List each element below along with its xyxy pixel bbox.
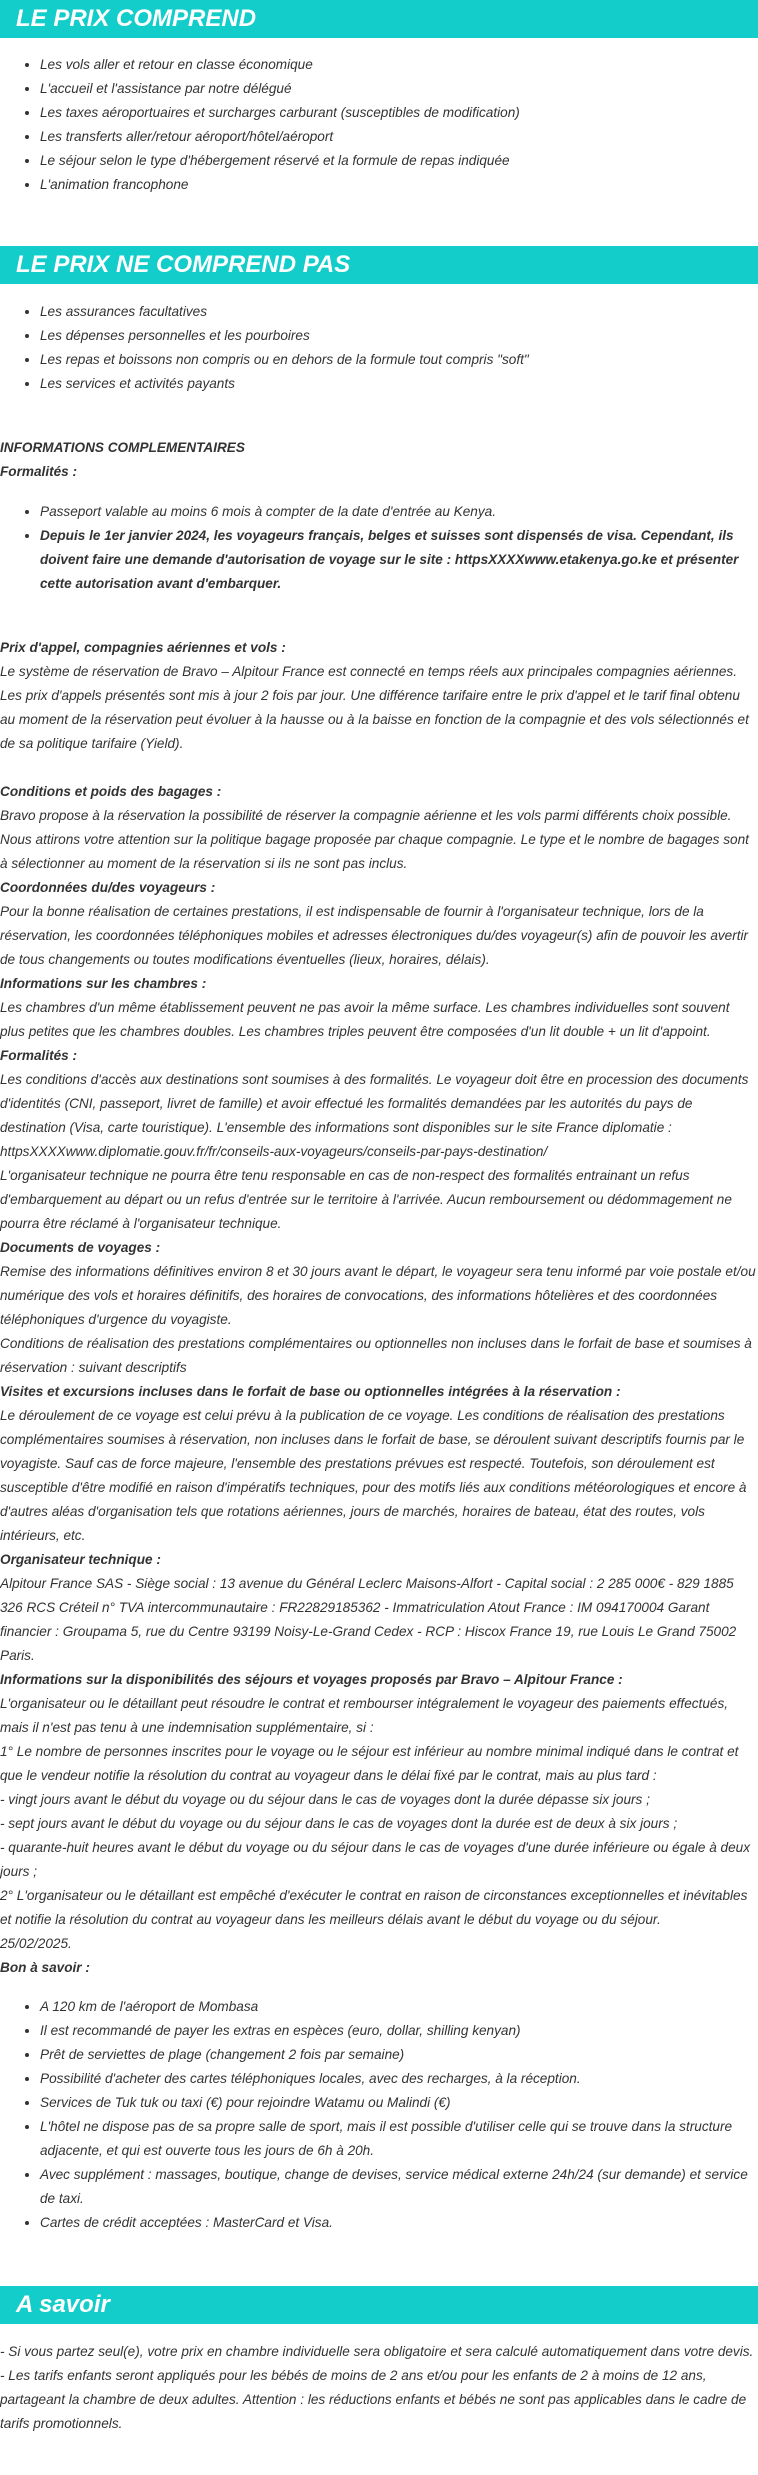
dispo-line: - sept jours avant le début du voyage ou du séjour dans le cas de voyages dont la durée est de deux à six jours ; bbox=[0, 1816, 678, 1831]
includes-list bbox=[0, 53, 758, 197]
coord-label: Coordonnées du/des voyageurs : bbox=[0, 880, 216, 895]
coord-text: Pour la bonne réalisation de certaines prestations, il est indispensable de fournir à l'organisateur technique, lors de la réservation, les coordonnées téléphoniques mobiles et adresses électroniques du/des voyageur(s) afin de pouvoir les avertir de tous changements ou toutes modifications éventuelles (lieux, horaires, délais). bbox=[0, 904, 749, 967]
list-item: • L'accueil et l'assistance par notre délégué bbox=[40, 77, 758, 101]
chambres-label: Informations sur les chambres : bbox=[0, 976, 207, 991]
asavoir-body bbox=[0, 2340, 758, 2436]
list-item: • Les dépenses personnelles et les pourboires bbox=[40, 324, 758, 348]
list-item: • L'hôtel ne dispose pas de sa propre salle de sport, mais il est possible d'utiliser celle qui se trouve dans la structure adjacente, et qui est ouverte tous les jours de 6h à 20h. bbox=[40, 2115, 758, 2163]
list-item: • Les services et activités payants bbox=[40, 372, 758, 396]
conditions-text: Conditions de réalisation des prestations complémentaires ou optionnelles non incluses dans le forfait de base et soumises à réservation : suivant descriptifs bbox=[0, 1336, 752, 1375]
visites-label: Visites et excursions incluses dans le forfait de base ou optionnelles intégrées à la réservation : bbox=[0, 1384, 621, 1399]
organisateur-text: Alpitour France SAS - Siège social : 13 avenue du Général Leclerc Maisons-Alfort - Capital social : 2 285 000€ - 829 1885 326 RCS Créteil n° TVA intercommunautaire : FR22829185362 - Immatriculation Atout France : IM 094170004 Garant financier : Groupama 5, rue du Centre 93199 Noisy-Le-Grand Cedex - RCP : Hiscox France 19, rue Louis Le Grand 75002 Paris. bbox=[0, 1576, 737, 1663]
documents-label: Documents de voyages : bbox=[0, 1240, 161, 1255]
formalites-label: Formalités : bbox=[0, 464, 78, 479]
section-header-excludes: LE PRIX NE COMPREND PAS bbox=[0, 246, 758, 284]
list-item: • Il est recommandé de payer les extras en espèces (euro, dollar, shilling kenyan) bbox=[40, 2019, 758, 2043]
list-item: • Les repas et boissons non compris ou en dehors de la formule tout compris "soft" bbox=[40, 348, 758, 372]
chambres-text: Les chambres d'un même établissement peuvent ne pas avoir la même surface. Les chambres individuelles sont souvent plus petites que les chambres doubles. Les chambres triples peuvent être composées d'un lit double + un lit d'appoint. bbox=[0, 1000, 730, 1039]
dispo-line: 2° L'organisateur ou le détaillant est empêché d'exécuter le contrat en raison de circonstances exceptionnelles et inévitables et notifie la résolution du contrat au voyageur dans les meilleurs délais avant le début du voyage ou du séjour. bbox=[0, 1888, 748, 1927]
dispo-line: 25/02/2025. bbox=[0, 1936, 72, 1951]
info-heading-block bbox=[0, 436, 758, 484]
asavoir-line: - Les tarifs enfants seront appliqués pour les bébés de moins de 2 ans et/ou pour les enfants de 2 à moins de 12 ans, partageant la chambre de deux adultes. Attention : les réductions enfants et bébés ne sont pas applicables dans le cadre de tarifs promotionnels. bbox=[0, 2368, 747, 2431]
list-item: • Avec supplément : massages, boutique, change de devises, service médical externe 24h/24 (sur demande) et service de taxi. bbox=[40, 2163, 758, 2211]
formalites2-text1: Les conditions d'accès aux destinations sont soumises à des formalités. Le voyageur doit être en procession des documents d'identités (CNI, passeport, livret de famille) et avoir effectué les formalités demandées par les autorités du pays de destination (Visa, carte touristique). L'ensemble des informations sont disponibles sur le site France diplomatie : httpsXXXXwww.diplomatie.gouv.fr/fr/conseils-aux-voyageurs/conseils-par-pays-destination/ bbox=[0, 1072, 749, 1159]
list-item: • Cartes de crédit acceptées : MasterCard et Visa. bbox=[40, 2211, 758, 2235]
list-item: • Les vols aller et retour en classe économique bbox=[40, 53, 758, 77]
excludes-list bbox=[0, 300, 758, 396]
prix-label: Prix d'appel, compagnies aériennes et vols : bbox=[0, 640, 286, 655]
bon-list bbox=[0, 1995, 758, 2235]
info-heading: INFORMATIONS COMPLEMENTAIRES bbox=[0, 440, 245, 455]
bagages-text: Bravo propose à la réservation la possibilité de réserver la compagnie aérienne et les vols parmi différents choix possible. Nous attirons votre attention sur la politique bagage proposée par chaque compagnie. Le type et le nombre de bagages sont à sélectionner au moment de la réservation si ils ne sont pas inclus. bbox=[0, 808, 749, 871]
dispo-line: - quarante-huit heures avant le début du voyage ou du séjour dans le cas de voyages d'une durée inférieure ou égale à deux jours ; bbox=[0, 1840, 751, 1879]
list-item: • Services de Tuk tuk ou taxi (€) pour rejoindre Watamu ou Malindi (€) bbox=[40, 2091, 758, 2115]
list-item: • Les taxes aéroportuaires et surcharges carburant (susceptibles de modification) bbox=[40, 101, 758, 125]
organisateur-label: Organisateur technique : bbox=[0, 1552, 161, 1567]
list-item: • Le séjour selon le type d'hébergement réservé et la formule de repas indiquée bbox=[40, 149, 758, 173]
documents-text: Remise des informations définitives environ 8 et 30 jours avant le départ, le voyageur sera tenu informé par voie postale et/ou numérique des vols et horaires définitifs, des horaires de convocations, des informations hôtelières et des coordonnées téléphoniques d'urgence du voyagiste. bbox=[0, 1264, 756, 1327]
list-item: • A 120 km de l'aéroport de Mombasa bbox=[40, 1995, 758, 2019]
dispo-line: L'organisateur ou le détaillant peut résoudre le contrat et rembourser intégralement le voyageur des paiements effectués, mais il n'est pas tenu à une indemnisation supplémentaire, si : bbox=[0, 1696, 729, 1735]
list-item: • Passeport valable au moins 6 mois à compter de la date d'entrée au Kenya. bbox=[40, 500, 758, 524]
formalites2-text2: L'organisateur technique ne pourra être tenu responsable en cas de non-respect des formalités entrainant un refus d'embarquement au départ ou un refus d'entrée sur le territoire à l'arrivée. Aucun remboursement ou dédommagement ne pourra être réclamé à l'organisateur technique. bbox=[0, 1168, 732, 1231]
formalites2-label: Formalités : bbox=[0, 1048, 78, 1063]
bon-label: Bon à savoir : bbox=[0, 1960, 90, 1975]
formalites-list bbox=[0, 500, 758, 596]
list-item: • Possibilité d'acheter des cartes téléphoniques locales, avec des recharges, à la réception. bbox=[40, 2067, 758, 2091]
dispo-line: 1° Le nombre de personnes inscrites pour le voyage ou le séjour est inférieur au nombre minimal indiqué dans le contrat et que le vendeur notifie la résolution du contrat au voyageur dans le délai fixé par le contrat, mais au plus tard : bbox=[0, 1744, 739, 1783]
list-item: • L'animation francophone bbox=[40, 173, 758, 197]
list-item: • Les transferts aller/retour aéroport/hôtel/aéroport bbox=[40, 125, 758, 149]
bagages-label: Conditions et poids des bagages : bbox=[0, 784, 222, 799]
asavoir-line: - Si vous partez seul(e), votre prix en chambre individuelle sera obligatoire et sera calculé automatiquement dans votre devis. bbox=[0, 2344, 754, 2359]
info-body bbox=[0, 636, 758, 1980]
section-header-asavoir: A savoir bbox=[0, 2286, 758, 2324]
dispo-label: Informations sur la disponibilités des séjours et voyages proposés par Bravo – Alpitour France : bbox=[0, 1672, 623, 1687]
list-item: • Depuis le 1er janvier 2024, les voyageurs français, belges et suisses sont dispensés de visa. Cependant, ils doivent faire une demande d'autorisation de voyage sur le site : httpsXXXXwww.etakenya.go.ke et présenter cette autorisation avant d'embarquer. bbox=[40, 524, 758, 596]
dispo-line: - vingt jours avant le début du voyage ou du séjour dans le cas de voyages dont la durée dépasse six jours ; bbox=[0, 1792, 650, 1807]
section-header-includes: LE PRIX COMPREND bbox=[0, 0, 758, 38]
list-item: • Les assurances facultatives bbox=[40, 300, 758, 324]
list-item: • Prêt de serviettes de plage (changement 2 fois par semaine) bbox=[40, 2043, 758, 2067]
prix-text: Le système de réservation de Bravo – Alpitour France est connecté en temps réels aux principales compagnies aériennes. Les prix d'appels présentés sont mis à jour 2 fois par jour. Une différence tarifaire entre le prix d'appel et le tarif final obtenu au moment de la réservation peut évoluer à la hausse ou à la baisse en fonction de la compagnie et des vols sélectionnés et de sa politique tarifaire (Yield). bbox=[0, 664, 749, 751]
visites-text: Le déroulement de ce voyage est celui prévu à la publication de ce voyage. Les conditions de réalisation des prestations complémentaires soumises à réservation, non incluses dans le forfait de base, se déroulent suivant descriptifs fournis par le voyagiste. Sauf cas de force majeure, l'ensemble des prestations prévues est respecté. Toutefois, son déroulement est susceptible d'être modifié en raison d'impératifs techniques, pour des motifs liés aux conditions météorologiques et encore à d'autres aléas d'organisation tels que rotations aériennes, jours de marchés, horaires de bateau, état des routes, vols intérieurs, etc. bbox=[0, 1408, 747, 1543]
